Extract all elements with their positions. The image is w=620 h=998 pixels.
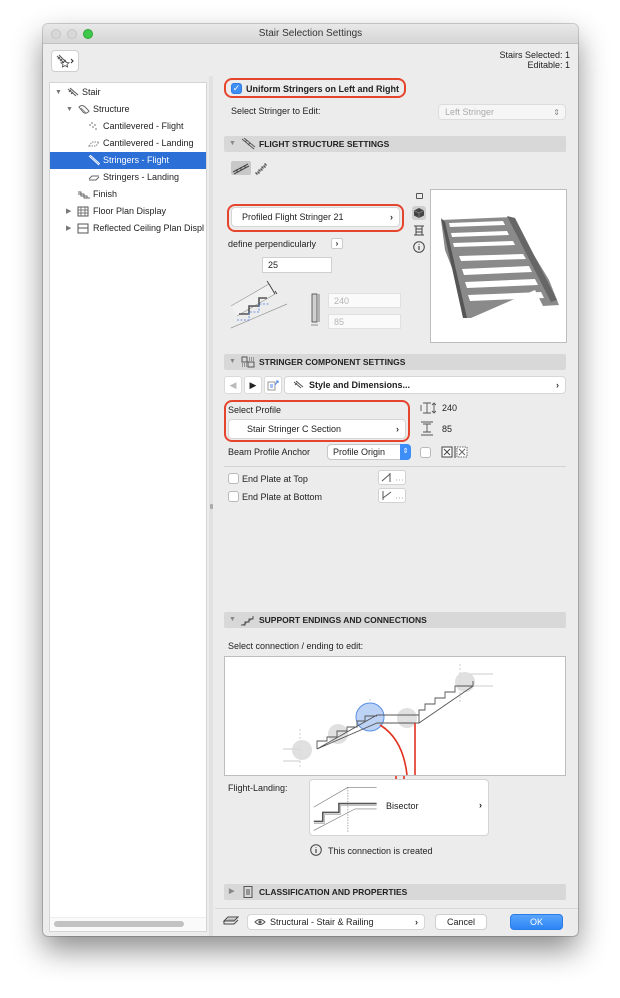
selection-counts	[499, 50, 570, 70]
stringer-width-field[interactable]: 85	[328, 314, 401, 329]
end-plate-top-settings-button[interactable]	[378, 470, 406, 485]
section-title: SUPPORT ENDINGS AND CONNECTIONS	[259, 615, 427, 625]
end-plate-bottom-checkbox[interactable]	[228, 491, 239, 502]
profile-value: Stair Stringer C Section	[247, 424, 342, 434]
view-2d-button[interactable]	[412, 189, 426, 203]
tree-item-stringers-landing[interactable]	[50, 169, 206, 186]
disclosure-expanded-icon: ▼	[229, 616, 236, 623]
stringer-select-dropdown[interactable]	[438, 104, 566, 120]
disclosure-expanded-icon: ▼	[229, 358, 236, 365]
stair-settings-window	[43, 24, 578, 936]
updown-chevron-icon: ⇕	[400, 444, 411, 460]
stringers-landing-icon	[88, 172, 100, 183]
settings-tree	[49, 82, 207, 932]
flight-landing-label: Flight-Landing:	[228, 783, 288, 793]
document-arrow-icon	[267, 380, 279, 391]
tree-item-cantilevered-landing[interactable]	[50, 135, 206, 152]
page-export-button[interactable]	[264, 376, 282, 394]
tree-item-label: Cantilevered - Landing	[103, 138, 194, 148]
component-section-icon	[240, 356, 256, 368]
profile-height-icon	[420, 401, 436, 415]
previous-page-button[interactable]	[224, 376, 242, 394]
minimize-window-button[interactable]	[67, 29, 77, 39]
support-endings-header[interactable]	[224, 612, 566, 628]
connection-landing-flight[interactable]	[397, 708, 417, 728]
stringer-select-value: Left Stringer	[445, 107, 495, 117]
chevron-right-icon: ›	[390, 212, 393, 222]
cantilevered-flight-icon	[88, 121, 100, 132]
stringers-flight-icon	[88, 155, 100, 166]
end-plate-top-icon	[379, 471, 405, 484]
section-view-icon	[413, 225, 425, 236]
component-page-label: Style and Dimensions...	[309, 380, 411, 390]
chevron-right-icon: ›	[396, 424, 399, 434]
footer-divider	[215, 908, 578, 909]
tree-scroll-thumb[interactable]	[54, 921, 184, 927]
style-stair-icon	[293, 380, 305, 390]
tree-item-label: Cantilevered - Flight	[103, 121, 184, 131]
disclosure-collapsed-icon: ▶	[229, 888, 235, 895]
info-button[interactable]	[412, 240, 426, 254]
tree-horizontal-scrollbar[interactable]	[50, 917, 206, 931]
chevron-left-icon: ◀	[229, 379, 237, 390]
section-title: CLASSIFICATION AND PROPERTIES	[259, 887, 408, 897]
layer-picker[interactable]	[247, 914, 425, 930]
stairs-selected-count: Stairs Selected: 1	[499, 50, 570, 60]
connection-top-ending[interactable]	[455, 672, 475, 692]
view-section-button[interactable]	[412, 223, 426, 237]
disclosure-collapsed-icon[interactable]: ▶	[66, 208, 72, 215]
chevron-right-icon: ›	[335, 239, 339, 248]
disclosure-expanded-icon: ▼	[229, 140, 236, 147]
tree-item-label: Floor Plan Display	[93, 206, 167, 216]
select-stringer-label: Select Stringer to Edit:	[231, 106, 321, 116]
uniform-stringers-checkbox[interactable]: ✓	[232, 83, 241, 93]
cancel-button[interactable]: Cancel	[435, 914, 487, 930]
beam-anchor-value: Profile Origin	[333, 447, 386, 457]
stair-3d-image	[431, 190, 566, 342]
stringer-component-header[interactable]	[224, 354, 566, 370]
stringer-section-icon	[240, 138, 256, 150]
select-profile-label: Select Profile	[228, 405, 282, 415]
chevron-right-icon: ›	[556, 380, 559, 390]
end-plate-top-label: End Plate at Top	[242, 474, 308, 484]
support-section-icon	[240, 614, 256, 626]
info-icon	[413, 241, 425, 253]
profile-picker[interactable]	[228, 419, 406, 439]
profile-width-icon	[420, 420, 434, 436]
tree-item-label: Stringers - Landing	[103, 172, 180, 182]
section-title: STRINGER COMPONENT SETTINGS	[259, 357, 406, 367]
beam-anchor-label: Beam Profile Anchor	[228, 447, 311, 457]
ceiling-plan-icon	[77, 223, 89, 234]
connection-type-value: Bisector	[386, 801, 419, 811]
view-3d-button[interactable]	[412, 206, 426, 220]
chevron-right-icon: ›	[479, 800, 482, 810]
stair-icon	[67, 87, 79, 98]
tree-item-label: Structure	[93, 104, 130, 114]
end-plate-top-checkbox[interactable]	[228, 473, 239, 484]
square-icon	[416, 193, 423, 199]
connection-stair-diagram	[225, 657, 565, 775]
stringer-type-picker[interactable]	[231, 207, 400, 227]
ok-button[interactable]: OK	[510, 914, 563, 930]
tree-item-structure[interactable]	[50, 101, 206, 118]
tree-item-finish[interactable]	[50, 186, 206, 203]
cube-icon	[414, 208, 424, 218]
disclosure-expanded-icon[interactable]: ▼	[66, 106, 73, 113]
tree-item-stringers-flight[interactable]	[50, 152, 206, 169]
updown-chevron-icon: ⇕	[553, 108, 560, 117]
disclosure-expanded-icon[interactable]: ▼	[55, 89, 62, 96]
tree-item-label: Stair	[82, 87, 101, 97]
tree-item-reflected-ceiling-plan[interactable]	[50, 220, 206, 237]
end-plate-bottom-settings-button[interactable]	[378, 488, 406, 503]
anchor-mirror-checkbox[interactable]	[420, 447, 431, 458]
favorites-button[interactable]	[51, 50, 79, 72]
stair-favorite-icon	[55, 54, 75, 68]
zoom-window-button[interactable]	[83, 29, 93, 39]
select-connection-label: Select connection / ending to edit:	[228, 641, 364, 651]
chevron-right-icon: ›	[415, 917, 418, 927]
flight-structure-header[interactable]	[224, 136, 566, 152]
stringer-type-stepped-button[interactable]	[253, 161, 273, 175]
tree-item-cantilevered-flight[interactable]	[50, 118, 206, 135]
close-window-button[interactable]	[51, 29, 61, 39]
beam-anchor-dropdown[interactable]	[327, 444, 411, 460]
next-page-button[interactable]	[244, 376, 262, 394]
end-plate-bottom-icon	[379, 489, 405, 502]
profile-height-value: 240	[442, 403, 458, 413]
tree-item-label: Finish	[93, 189, 118, 199]
connection-flight-landing-selected[interactable]	[356, 703, 384, 731]
floor-plan-icon	[77, 206, 89, 217]
stringer-straight-icon	[231, 161, 251, 175]
cantilevered-landing-icon	[88, 138, 100, 149]
classification-icon	[240, 886, 256, 898]
profile-dimension-icon	[309, 292, 321, 328]
component-page-picker[interactable]	[284, 376, 566, 394]
title-bar[interactable]	[43, 24, 578, 44]
finish-icon	[77, 189, 91, 200]
info-icon	[310, 844, 322, 856]
tree-item-stair[interactable]	[50, 84, 206, 101]
end-plate-bottom-label: End Plate at Bottom	[242, 492, 323, 502]
stringer-type-value: Profiled Flight Stringer 21	[242, 212, 344, 222]
anchor-mode-icons[interactable]	[441, 446, 469, 458]
disclosure-collapsed-icon[interactable]: ▶	[66, 225, 72, 232]
section-title: FLIGHT STRUCTURE SETTINGS	[259, 139, 390, 149]
profile-width-value: 85	[442, 424, 453, 434]
splitter-handle[interactable]	[210, 504, 213, 509]
stringer-type-straight-button[interactable]	[231, 161, 251, 175]
connection-bottom-ending[interactable]	[292, 740, 312, 760]
tree-item-label: Stringers - Flight	[103, 155, 170, 165]
define-perpendicularly-label: define perpendicularly	[228, 239, 317, 249]
stringer-stepped-icon	[253, 161, 273, 175]
layer-value: Structural - Stair & Railing	[270, 917, 374, 927]
classification-header[interactable]	[224, 884, 566, 900]
divider	[224, 466, 566, 467]
define-perpendicularly-button[interactable]	[331, 238, 343, 249]
structure-icon	[77, 104, 91, 115]
tree-item-floor-plan-display[interactable]	[50, 203, 206, 220]
stringer-height-field[interactable]: 240	[328, 293, 401, 308]
window-title: Stair Selection Settings	[258, 28, 363, 39]
flight-landing-connection-picker[interactable]	[309, 779, 489, 836]
eye-icon	[254, 918, 266, 926]
editable-count: Editable: 1	[527, 60, 570, 70]
offset-field[interactable]: 25	[262, 257, 332, 273]
stringer-section-diagram	[229, 276, 291, 332]
component-navigator	[224, 376, 566, 394]
connection-status-text: This connection is created	[328, 846, 433, 856]
tree-item-label: Reflected Ceiling Plan Displ	[93, 223, 205, 233]
connection-diagram[interactable]	[224, 656, 566, 776]
bisector-connection-icon	[312, 781, 382, 835]
layer-icon	[223, 915, 239, 927]
uniform-stringers-label: Uniform Stringers on Left and Right	[246, 84, 399, 94]
settings-panel	[215, 76, 578, 906]
play-right-icon: ▶	[249, 379, 257, 390]
stair-3d-preview[interactable]	[430, 189, 567, 343]
